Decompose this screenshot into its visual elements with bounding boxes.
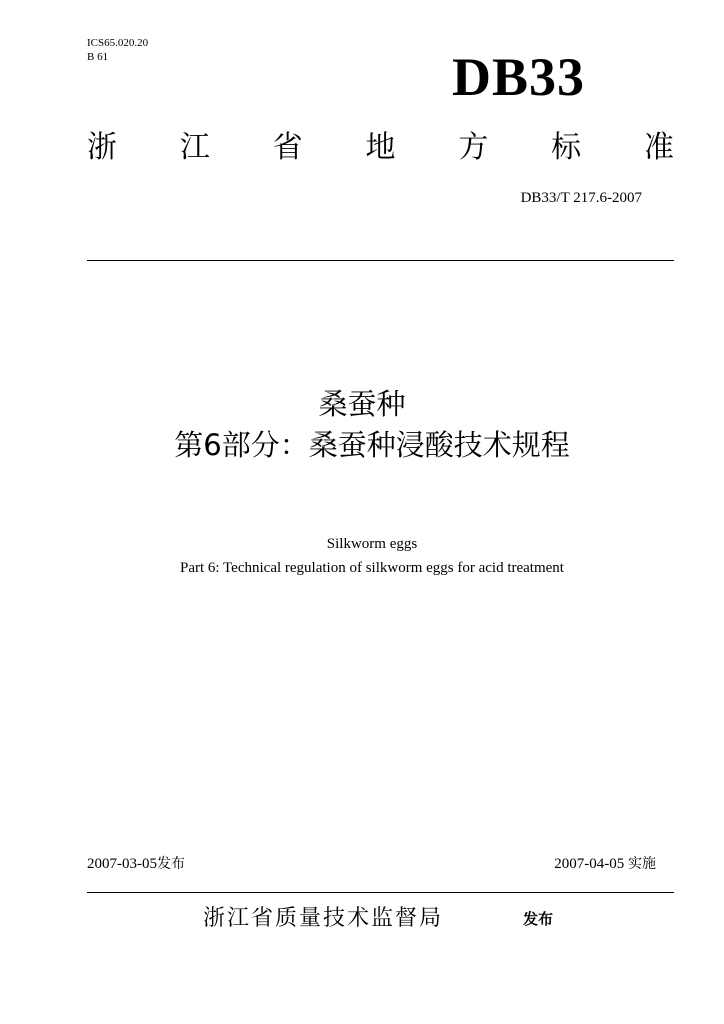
issuing-authority-label: 发布: [523, 910, 554, 928]
standard-type-char: 浙: [87, 130, 117, 165]
title-en-part: Part 6: Technical regulation of silkworm eggs for acid treatment: [180, 560, 564, 576]
standard-type-char: 江: [179, 130, 210, 165]
issue-date: [87, 854, 185, 874]
db-code-logo: DB33: [452, 47, 586, 107]
bottom-divider: [87, 892, 674, 893]
standard-type-char: 准: [643, 130, 674, 165]
standard-type-char: 方: [458, 130, 489, 165]
standard-type-char: 地: [365, 130, 396, 165]
title-cn-main: 桑蚕种: [318, 387, 406, 421]
title-en-main: Silkworm eggs: [326, 536, 418, 552]
issue-date-value: 2007-03-05: [87, 856, 157, 872]
ccs-code: B 61: [87, 51, 109, 63]
title-cn-part: 第6部分：桑蚕种浸酸技术规程: [174, 428, 570, 462]
issuing-authority: 浙江省质量技术监督局: [203, 906, 444, 931]
ics-code: ICS65.020.20: [87, 37, 149, 49]
implement-date-value: 2007-04-05: [554, 856, 625, 872]
implement-date: [554, 854, 656, 874]
implement-date-label: 实施: [628, 856, 656, 872]
standard-number: DB33/T 217.6-2007: [520, 190, 642, 206]
standard-type-char: 标: [551, 130, 582, 165]
standard-type-heading: [87, 128, 674, 168]
top-divider: [87, 260, 674, 261]
standard-type-char: 省: [272, 130, 303, 165]
issue-date-label: 发布: [157, 856, 185, 872]
